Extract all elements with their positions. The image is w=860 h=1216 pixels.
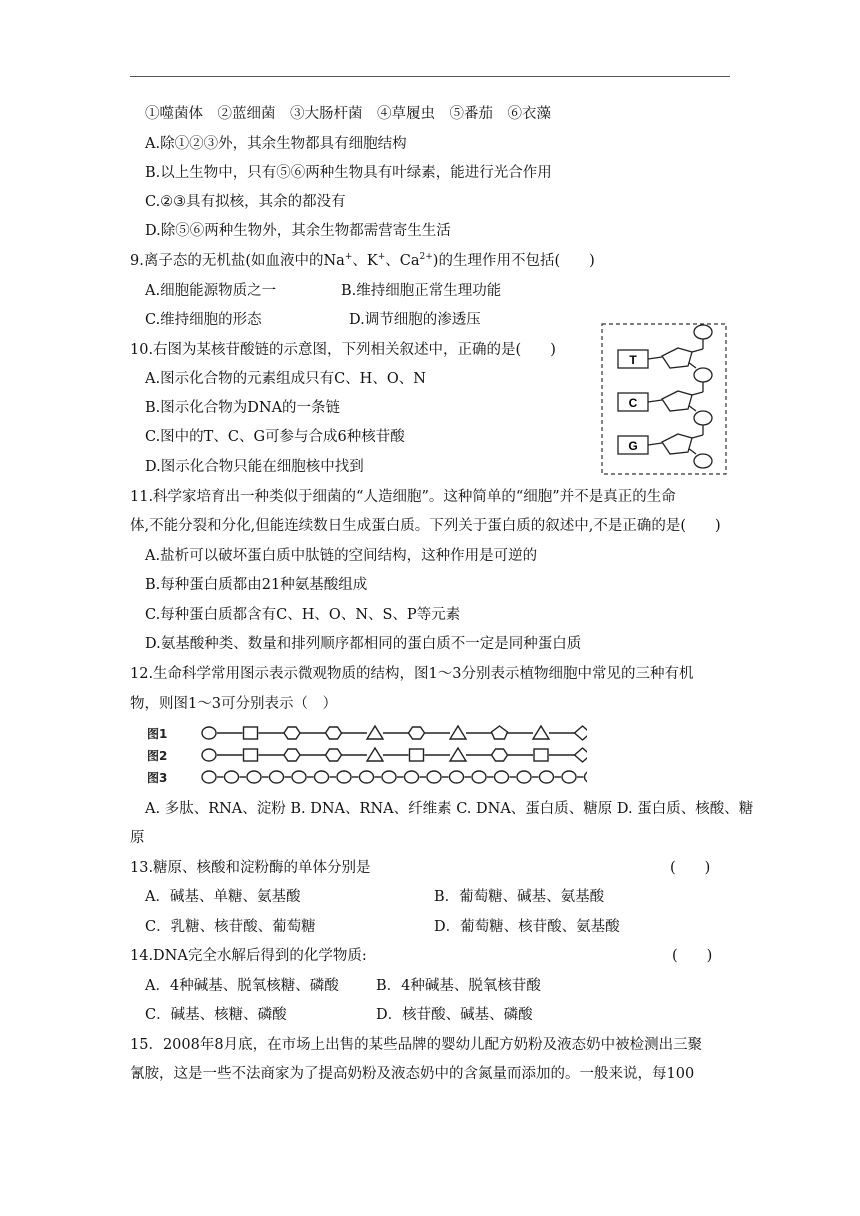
hexagon-monomer xyxy=(284,727,300,739)
square-monomer xyxy=(244,749,258,761)
nucleotide-chain-figure xyxy=(600,322,728,476)
fig2-label: 图2 xyxy=(147,749,168,763)
q9-option-c[interactable]: C.维持细胞的形态 xyxy=(145,312,262,328)
hexagon-monomer xyxy=(326,749,342,761)
q10-stem: 10.右图为某核苷酸链的示意图，下列相关叙述中，正确的是( ) xyxy=(130,342,556,358)
q13-option-b[interactable]: B．葡萄糖、碱基、氨基酸 xyxy=(434,889,605,905)
fig1-label: 图1 xyxy=(147,727,168,741)
circle-monomer xyxy=(405,771,419,783)
hexagon-monomer xyxy=(326,727,342,739)
triangle-monomer xyxy=(367,748,383,761)
q13-answer-paren: ( ) xyxy=(670,860,711,876)
diamond-monomer xyxy=(575,748,588,762)
q14-answer-paren: ( ) xyxy=(672,948,713,964)
q11-stem-line2: 体,不能分裂和分化,但能连续数日生成蛋白质。下列关于蛋白质的叙述中,不是正确的是( ) xyxy=(130,518,721,534)
q10-option-a[interactable]: A.图示化合物的元素组成只有C、H、O、N xyxy=(145,371,426,387)
q9-option-a[interactable]: A.细胞能源物质之一 xyxy=(145,283,277,299)
circle-monomer xyxy=(562,771,576,783)
sugar-pentagon xyxy=(662,391,692,411)
hexagon-monomer xyxy=(492,749,508,761)
circle-monomer xyxy=(382,771,396,783)
diamond-monomer xyxy=(575,726,588,740)
circle-monomer xyxy=(472,771,486,783)
circle-monomer xyxy=(585,771,588,783)
circle-monomer xyxy=(292,771,306,783)
q15-line1: 15．2008年8月底，在市场上出售的某些品牌的婴幼儿配方奶粉及液态奶中被检测出三聚 xyxy=(130,1037,703,1053)
q15-line2: 氰胺，这是一些不法商家为了提高奶粉及液态奶中的含氮量而添加的。一般来说，每100 xyxy=(130,1066,695,1082)
q9-option-b[interactable]: B.维持细胞正常生理功能 xyxy=(341,283,502,299)
circle-monomer xyxy=(225,771,239,783)
circle-monomer xyxy=(360,771,374,783)
sugar-pentagon xyxy=(662,348,692,368)
q12-options[interactable]: A. 多肽、RNA、淀粉 B. DNA、RNA、纤维素 C. DNA、蛋白质、糖原 D. 蛋白质、核酸、糖 xyxy=(145,801,754,817)
phosphate-circle xyxy=(694,454,712,468)
q14-option-d[interactable]: D．核苷酸、碱基、磷酸 xyxy=(376,1007,533,1023)
q10-option-b[interactable]: B.图示化合物为DNA的一条链 xyxy=(145,400,341,416)
q11-option-d[interactable]: D.氨基酸种类、数量和排列顺序都相同的蛋白质不一定是同种蛋白质 xyxy=(145,636,582,652)
q13-option-d[interactable]: D．葡萄糖、核苷酸、氨基酸 xyxy=(434,919,620,935)
q13-stem: 13.糖原、核酸和淀粉酶的单体分别是 xyxy=(130,860,371,876)
q14-stem: 14.DNA完全水解后得到的化学物质: xyxy=(130,948,367,964)
fig3-label: 图3 xyxy=(147,771,168,785)
q12-stem-line1: 12.生命科学常用图示表示微观物质的结构，图1～3分别表示植物细胞中常见的三种有机 xyxy=(130,666,694,682)
q9-option-d[interactable]: D.调节细胞的渗透压 xyxy=(349,312,481,328)
q14-option-b[interactable]: B．4种碱基、脱氧核苷酸 xyxy=(376,978,541,994)
circle-monomer xyxy=(495,771,509,783)
q13-option-c[interactable]: C．乳糖、核苷酸、葡萄糖 xyxy=(145,919,316,935)
circle-monomer xyxy=(450,771,464,783)
square-monomer xyxy=(534,749,548,761)
circle-monomer xyxy=(247,771,261,783)
q8-option-c[interactable]: C.②③具有拟核，其余的都没有 xyxy=(145,194,346,210)
base-label-c: C xyxy=(628,396,638,410)
q13-option-a[interactable]: A．碱基、单糖、氨基酸 xyxy=(145,889,301,905)
phosphate-circle xyxy=(694,411,712,425)
pentagon-monomer xyxy=(492,726,508,739)
circle-monomer xyxy=(202,771,216,783)
triangle-monomer xyxy=(450,748,466,761)
q11-stem-line1: 11.科学家培育出一种类似于细菌的“人造细胞”。这种简单的“细胞”并不是真正的生命 xyxy=(130,489,676,505)
monomer-chain-figure xyxy=(147,723,587,789)
q8-option-d[interactable]: D.除⑤⑥两种生物外，其余生物都需营寄生生活 xyxy=(145,223,451,239)
q11-option-c[interactable]: C.每种蛋白质都含有C、H、O、N、S、P等元素 xyxy=(145,607,461,623)
q10-option-d[interactable]: D.图示化合物只能在细胞核中找到 xyxy=(145,459,364,475)
q12-stem-line2: 物，则图1～3可分别表示（ ） xyxy=(130,696,337,712)
sugar-pentagon xyxy=(662,434,692,454)
q11-option-a[interactable]: A.盐析可以破坏蛋白质中肽链的空间结构，这种作用是可逆的 xyxy=(145,548,538,564)
base-label-g: G xyxy=(628,439,638,453)
hexagon-monomer xyxy=(284,749,300,761)
phosphate-circle xyxy=(694,325,712,339)
q8-option-b[interactable]: B.以上生物中，只有⑤⑥两种生物具有叶绿素，能进行光合作用 xyxy=(145,165,552,181)
circle-monomer xyxy=(337,771,351,783)
triangle-monomer xyxy=(367,726,383,739)
phosphate-circle xyxy=(694,368,712,382)
triangle-monomer xyxy=(533,726,549,739)
hexagon-monomer xyxy=(409,727,425,739)
circle-monomer xyxy=(270,771,284,783)
circle-monomer xyxy=(202,727,216,739)
triangle-monomer xyxy=(450,726,466,739)
q9-stem: 9.离子态的无机盐(如血液中的Na+、K+、$Ca^{2+}$)的生理作用不包括( ) xyxy=(130,252,595,269)
square-monomer xyxy=(244,727,258,739)
base-label-t: T xyxy=(629,353,637,367)
q10-option-c[interactable]: C.图中的T、C、G可参与合成6种核苷酸 xyxy=(145,429,405,445)
q8-option-a[interactable]: A.除①②③外，其余生物都具有细胞结构 xyxy=(145,136,407,152)
square-monomer xyxy=(410,749,424,761)
circle-monomer xyxy=(540,771,554,783)
header-rule xyxy=(130,76,730,77)
circle-monomer xyxy=(202,749,216,761)
q11-option-b[interactable]: B.每种蛋白质都由21种氨基酸组成 xyxy=(145,577,368,593)
circle-monomer xyxy=(517,771,531,783)
q8-organism-list: ①噬菌体 ②蓝细菌 ③大肠杆菌 ④草履虫 ⑤番茄 ⑥衣藻 xyxy=(145,106,551,122)
q14-option-a[interactable]: A．4种碱基、脱氧核糖、磷酸 xyxy=(145,978,339,994)
circle-monomer xyxy=(315,771,329,783)
q14-option-c[interactable]: C．碱基、核糖、磷酸 xyxy=(145,1007,287,1023)
q12-options-cont: 原 xyxy=(130,830,145,846)
circle-monomer xyxy=(427,771,441,783)
